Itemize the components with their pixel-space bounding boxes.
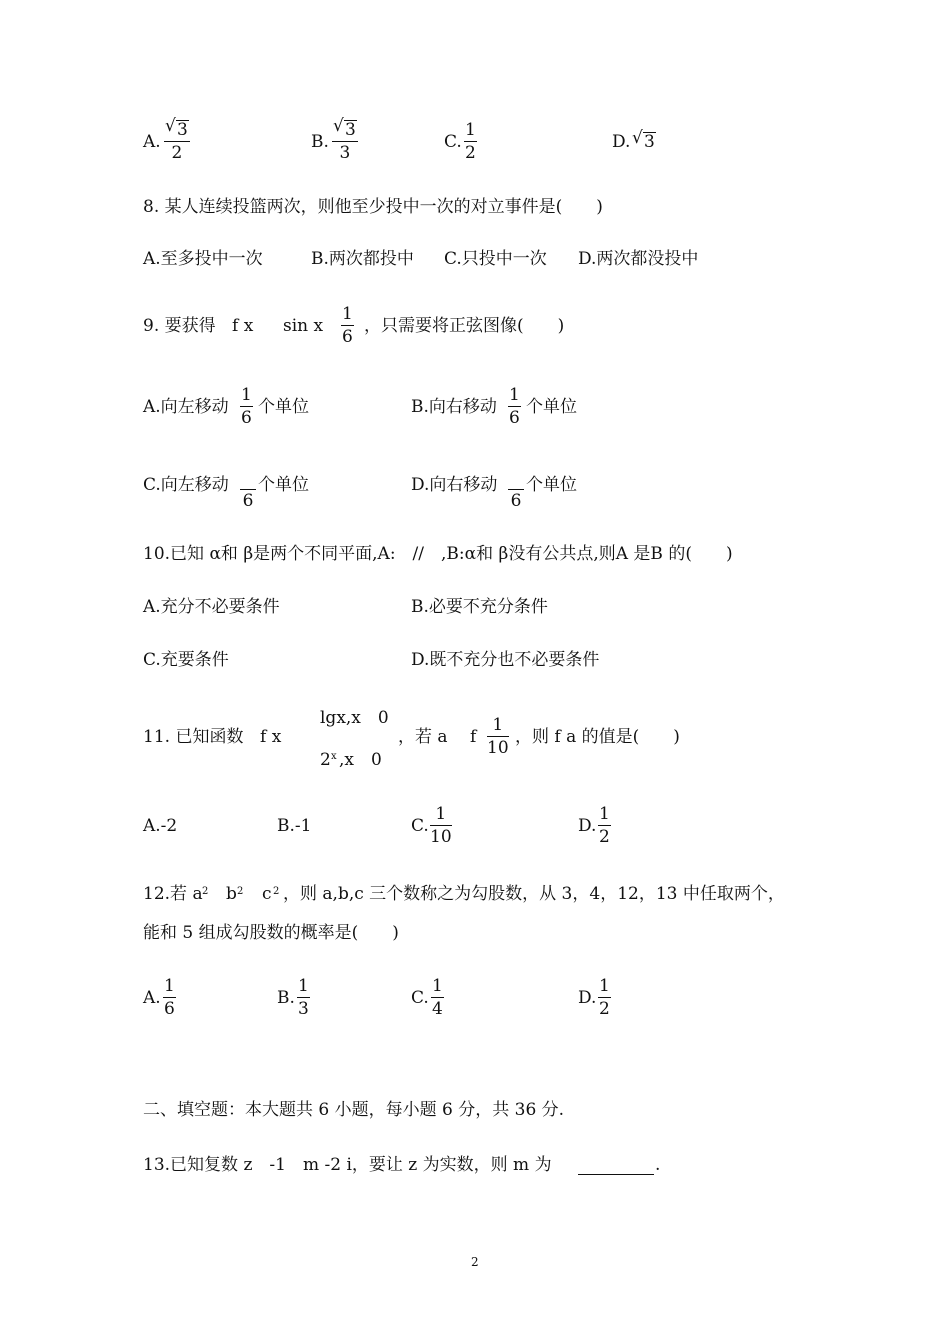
- q9-option-d-prefix: D.向右移动: [411, 475, 498, 495]
- q12-stem-c: c: [262, 884, 272, 904]
- q12-option-a-fraction: $\frac{1}{6}$: [164, 976, 175, 1019]
- q11-option-c-label: C.: [411, 816, 429, 836]
- q11-f-expression: f x: [260, 727, 282, 747]
- q11-option-c-fraction: $\frac{1}{10}$: [430, 804, 452, 847]
- q7-a-denominator: 2: [171, 143, 183, 163]
- q9-option-d-suffix: 个单位: [526, 475, 577, 495]
- q13-stem: 13.已知复数 z -1 m -2 i，要让 z 为实数，则 m 为: [143, 1155, 552, 1175]
- q12-option-c-fraction: $\frac{1}{4}$: [432, 976, 443, 1019]
- q13-answer-blank[interactable]: [578, 1174, 654, 1175]
- q9-option-d-fraction: 6: [508, 485, 524, 510]
- q7-option-d-label: D.: [612, 132, 631, 152]
- q12-sup-a: 2: [202, 886, 209, 897]
- q12-option-d-label: D.: [578, 988, 597, 1008]
- q11-stem-fraction: $\frac{1}{10}$: [487, 715, 509, 758]
- q7-option-c-fraction: [464, 122, 477, 162]
- section-2-heading: 二、填空题：本大题共 6 小题，每小题 6 分，共 36 分.: [143, 1100, 565, 1120]
- q8-option-d: D.两次都没投中: [578, 249, 699, 269]
- q8-option-b: B.两次都投中: [311, 249, 414, 269]
- q7-option-b-fraction: √ 3 3: [333, 116, 356, 163]
- q11-stem-mid: ，若 a f: [398, 727, 477, 747]
- q11-case-2-exponent: x: [331, 751, 337, 762]
- q11-option-a: A.-2: [143, 816, 178, 836]
- q12-sup-b: 2: [237, 886, 244, 897]
- q9-option-b-prefix: B.向右移动: [411, 397, 497, 417]
- q7-option-b-label: B.: [311, 132, 329, 152]
- q8-option-a: A.至多投中一次: [143, 249, 263, 269]
- q12-option-d-fraction: $\frac{1}{2}$: [599, 976, 610, 1019]
- q9-stem-suffix: ，只需要将正弦图像( ): [364, 316, 565, 336]
- q9-stem-prefix: 9. 要获得: [143, 316, 216, 336]
- q7-c-denominator: 2: [465, 143, 476, 163]
- q9-option-b-fraction: $\frac{1}{6}$: [509, 385, 520, 428]
- q10-stem: 10.已知 α和 β是两个不同平面,A: // ,B:α和 β没有公共点,则A 是B 的( ): [143, 544, 733, 564]
- q12-stem-a: 12.若 a: [143, 884, 203, 904]
- q7-option-a-fraction: √ 3 2: [165, 116, 188, 163]
- q10-option-d: D.既不充分也不必要条件: [411, 650, 600, 670]
- q9-option-c-fraction: 6: [240, 485, 256, 510]
- q11-case-2-rest: ,x 0: [339, 750, 382, 770]
- q12-stem-b: b: [226, 884, 237, 904]
- q9-f-expression: f x: [232, 316, 254, 336]
- q11-stem-prefix: 11. 已知函数: [143, 727, 244, 747]
- q7-b-numerator: 3: [345, 120, 356, 140]
- q12-option-b-fraction: $\frac{1}{3}$: [298, 976, 309, 1019]
- q7-option-d-value: √ 3: [632, 128, 655, 152]
- q11-option-d-label: D.: [578, 816, 597, 836]
- q12-option-c-label: C.: [411, 988, 429, 1008]
- q10-option-a: A.充分不必要条件: [143, 597, 280, 617]
- q11-option-b: B.-1: [277, 816, 312, 836]
- q10-option-c: C.充要条件: [143, 650, 229, 670]
- q9-option-a-suffix: 个单位: [258, 397, 309, 417]
- q10-option-b: B.必要不充分条件: [411, 597, 548, 617]
- q7-a-numerator: 3: [177, 120, 188, 140]
- q12-sup-c: 2: [273, 886, 280, 897]
- q11-option-d-fraction: $\frac{1}{2}$: [599, 804, 610, 847]
- q13-period: .: [655, 1155, 661, 1175]
- q12-option-b-label: B.: [277, 988, 295, 1008]
- q9-sin-expression: sin x: [283, 316, 324, 336]
- q9-option-c-suffix: 个单位: [258, 475, 309, 495]
- q12-option-a-label: A.: [143, 988, 161, 1008]
- q7-c-numerator: 1: [465, 120, 476, 140]
- q7-b-denominator: 3: [339, 143, 351, 163]
- q11-case-2-base: 2: [320, 750, 331, 770]
- q11-stem-suffix: ，则 f a 的值是( ): [515, 727, 680, 747]
- q9-option-a-fraction: $\frac{1}{6}$: [241, 385, 252, 428]
- q12-stem-rest: ，则 a,b,c 三个数称之为勾股数，从 3，4，12，13 中任取两个，: [283, 884, 785, 904]
- q9-option-c-prefix: C.向左移动: [143, 475, 229, 495]
- q9-option-b-suffix: 个单位: [526, 397, 577, 417]
- q9-stem-fraction: $\frac{1}{6}$: [342, 304, 353, 347]
- q8-option-c: C.只投中一次: [444, 249, 547, 269]
- q7-option-c-label: C.: [444, 132, 462, 152]
- q11-case-1: lgx,x 0: [320, 708, 389, 728]
- q9-option-a-prefix: A.向左移动: [143, 397, 229, 417]
- q12-stem-line-2: 能和 5 组成勾股数的概率是( ): [143, 923, 399, 943]
- page-number: 2: [471, 1255, 479, 1269]
- q8-stem: 8. 某人连续投篮两次，则他至少投中一次的对立事件是( ): [143, 197, 603, 217]
- q7-option-a-label: A.: [143, 132, 161, 152]
